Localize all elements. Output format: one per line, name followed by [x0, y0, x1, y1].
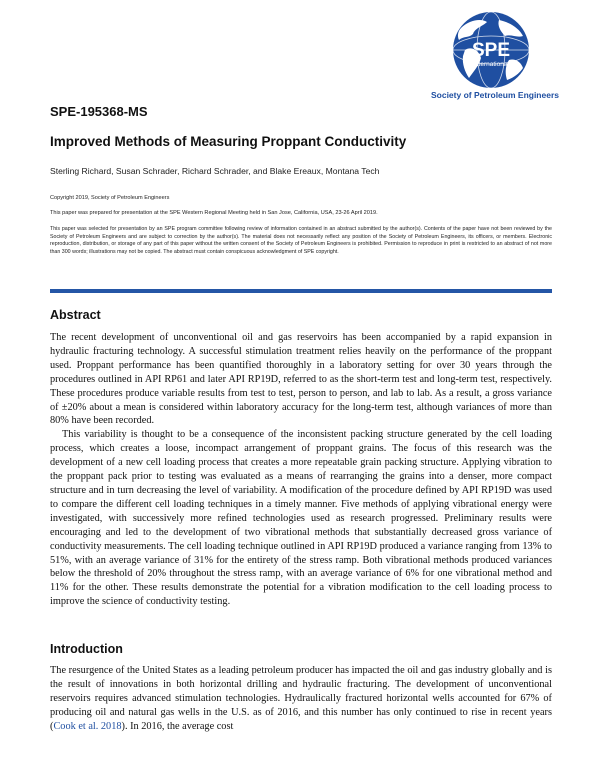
introduction-paragraph-1	[50, 664, 552, 734]
copyright-notice: Copyright 2019, Society of Petroleum Engineers	[50, 195, 170, 201]
citation-link[interactable]: Cook et al. 2018	[53, 720, 122, 732]
paper-title: Improved Methods of Measuring Proppant Conductivity	[50, 134, 407, 149]
abstract-paragraph-2: This variability is thought to be a consequence of the inconsistent packing structure generated by the cell loading process, which creates a loose, incompact arrangement of proppant grains. The focus of this research was the development of a new cell loading process that creates a more repeatable grain packing structure. Applying vibration to the proppant pack prior to testing was evaluated as a means of rearranging the grains into a denser, more compact structure and in turn decreasing the level of variability. A modification of the procedure defined by API RP19D was used to compare the different cell loading techniques in a timely manner. Five methods of applying vibrational energy were investigated, with successively more refined technologies used as research progressed. Preliminary results were encouraging and led to the development of two vibrational methods that substantially decreased gross variance of conductivity measurements. The cell loading technique outlined in API RP19D produced a variance ranging from 13% to 51%, with an average variance of 31% for the entirety of the stress ramp. Both vibrational methods produced variances below the threshold of 20% throughout the stress ramp, with an average variance of 6% for one vibrational method and 11% for the other. These results demonstrate the potential for a vibration modification to the cell loading process to improve the science of conductivity testing.	[50, 429, 552, 608]
organization-name: Society of Petroleum Engineers	[430, 90, 559, 100]
introduction-heading: Introduction	[50, 642, 123, 656]
logo-text: SPE	[471, 40, 511, 61]
intro-text-before: The resurgence of the United States as a leading petroleum producer has impacted the oil and gas industry globally and is the result of innovations in both horizontal drilling and hydraulic fracturing. The development of unconventional reservoirs requires advanced stimulation technologies. Hydraulically fractured horizontal wells accounted for 67% of producing oil and natural gas wells in the U.S. as of 2016, and this number has only continued to rise in recent years (	[50, 665, 552, 732]
abstract-body	[50, 331, 552, 609]
intro-text-after: ). In 2016, the average cost	[121, 720, 234, 732]
spe-logo	[425, 10, 559, 102]
globe-logo-icon	[435, 10, 547, 90]
header-divider	[50, 289, 552, 293]
disclaimer-text: This paper was selected for presentation by an SPE program committee following review of information contained in an abstract submitted by the author(s). Contents of the paper have not been reviewed by the Society of Petroleum Engineers and are subject to correction by the author(s). The material does not necessarily reflect any position of the Society of Petroleum Engineers, its officers, or members. Electronic reproduction, distribution, or storage of any part of this paper without the written consent of the Society of Petroleum Engineers is prohibited. Permission to reproduce in print is restricted to an abstract of not more than 300 words; illustrations may not be copied. The abstract must contain conspicuous acknowledgment of SPE copyright.	[50, 226, 552, 256]
abstract-paragraph-1: The recent development of unconventional oil and gas reservoirs has been accompanied by a rapid expansion in hydraulic fracturing technology. A successful stimulation treatment relies heavily on the performance of the proppant used. Proppant performance has been quantified thoroughly in a laboratory setting for over 30 years through the procedures outlined in API RP61 and later API RP19D, referred to as the short-term test and long-term test, respectively. These procedures produce variable results from test to test, person to person, and lab to lab. As a result, a gross variance of ±20% about a mean is considered within laboratory accuracy for the long-term test, although variances of more than 80% have been recorded.	[50, 332, 552, 427]
presentation-notice: This paper was prepared for presentation at the SPE Western Regional Meeting held in San Jose, California, USA, 23-26 April 2019.	[50, 210, 378, 216]
author-list: Sterling Richard, Susan Schrader, Richard Schrader, and Blake Ereaux, Montana Tech	[50, 166, 380, 176]
abstract-heading: Abstract	[50, 308, 101, 322]
logo-subtext: International	[473, 61, 509, 68]
paper-number: SPE-195368-MS	[50, 104, 148, 119]
introduction-body	[50, 664, 552, 776]
